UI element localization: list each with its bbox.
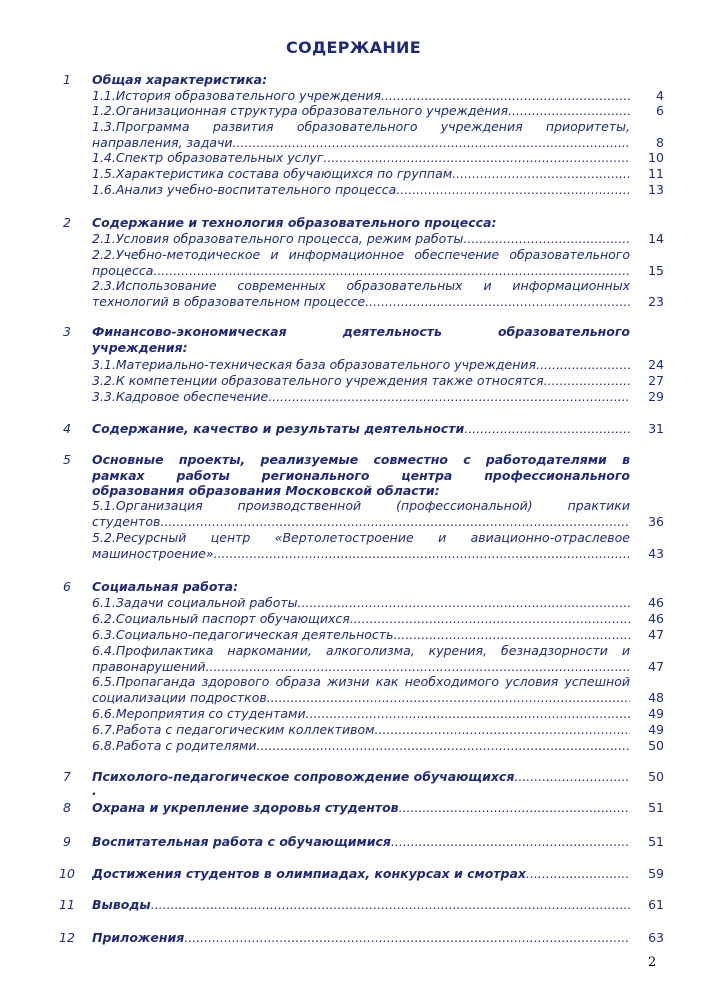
word: Основные xyxy=(92,452,164,467)
word: и xyxy=(438,530,447,545)
toc-line-text: 6.2.Социальный паспорт обучающихся xyxy=(92,611,350,626)
page-ref[interactable]: 50 xyxy=(648,769,664,784)
word: 5.2.Ресурсный xyxy=(92,530,187,545)
toc-line xyxy=(92,546,630,562)
section-number: 6 xyxy=(63,579,71,594)
word: «Вертолетостроение xyxy=(274,530,414,545)
page-ref[interactable]: 47 xyxy=(648,658,664,674)
word: образовательного xyxy=(296,119,418,134)
word: 6.4.Профилактика xyxy=(92,643,214,658)
word: образовательных xyxy=(346,278,463,293)
toc-line-text: Воспитательная работа с обучающимися xyxy=(92,834,391,849)
toc-line-text: 6.3.Социально-педагогическая деятельность xyxy=(92,627,394,642)
word: центра xyxy=(401,467,453,483)
toc-line xyxy=(92,72,630,88)
page-ref[interactable]: 29 xyxy=(648,389,664,404)
toc-line-tail: . xyxy=(92,782,97,798)
dot-leader xyxy=(306,706,630,722)
toc-line xyxy=(92,340,630,356)
toc-line-text: Содержание и технология образовательного процесса: xyxy=(92,215,497,230)
page-ref[interactable]: 43 xyxy=(648,545,664,561)
toc-line xyxy=(92,182,630,198)
word: и xyxy=(483,278,492,293)
word: деятельность xyxy=(342,324,442,339)
toc-line xyxy=(92,866,630,882)
word: (профессиональной) xyxy=(396,498,533,513)
toc-line-text: Достижения студентов в олимпиадах, конкурсах и смотрах xyxy=(92,866,526,881)
dot-leader xyxy=(452,166,630,182)
dot-leader xyxy=(151,897,630,913)
toc-line-text: 1.5.Характеристика состава обучающихся по группам xyxy=(92,166,453,181)
toc-line xyxy=(92,690,630,706)
toc-line-text: 1.2.Оганизационная структура образовательного учреждения xyxy=(92,103,509,118)
word: с xyxy=(463,452,471,467)
toc-line xyxy=(92,294,630,310)
dot-leader xyxy=(391,834,630,850)
word: 1.3.Программа xyxy=(92,119,190,134)
toc-line-text: 1.4.Спектр образовательных услуг xyxy=(92,150,324,165)
word: совместно xyxy=(373,452,448,467)
toc-line-text: Социальная работа: xyxy=(92,579,239,594)
toc-line-text: направления, задачи xyxy=(92,134,233,150)
page-ref[interactable]: 51 xyxy=(648,800,664,815)
word: необходимого xyxy=(404,674,500,689)
dot-leader xyxy=(396,182,630,198)
page-ref[interactable]: 10 xyxy=(648,150,664,165)
word: образовательного xyxy=(497,324,630,339)
toc-line-text: процесса xyxy=(92,262,154,278)
dot-leader xyxy=(544,373,630,389)
dot-leader xyxy=(257,738,630,754)
dot-leader xyxy=(153,263,630,279)
page-ref[interactable]: 36 xyxy=(648,513,664,529)
word: жизни xyxy=(327,674,370,689)
dot-leader xyxy=(267,690,630,706)
section-number: 1 xyxy=(63,72,71,87)
toc-line xyxy=(92,150,630,166)
dot-leader xyxy=(393,627,630,643)
toc-line xyxy=(92,103,630,119)
section-number: 5 xyxy=(63,452,71,467)
word: практики xyxy=(567,498,630,513)
toc-line-text: 3.3.Кадровое обеспечение xyxy=(92,389,269,404)
word: работодателями xyxy=(485,452,607,467)
page-ref[interactable]: 51 xyxy=(648,834,664,849)
dot-leader xyxy=(514,769,630,785)
word: регионального xyxy=(261,467,370,483)
page-ref[interactable]: 50 xyxy=(648,738,664,753)
toc-line-text: Общая характеристика: xyxy=(92,72,268,87)
page-ref[interactable]: 24 xyxy=(648,357,664,372)
toc-line xyxy=(92,930,630,946)
dot-leader xyxy=(365,294,630,310)
toc-line-text: правонарушений xyxy=(92,658,206,674)
page-ref[interactable]: 31 xyxy=(648,421,664,436)
toc-line-text: Выводы xyxy=(92,897,151,912)
toc-line-text: социализации подростков xyxy=(92,689,267,705)
word: и xyxy=(270,247,279,262)
page-ref[interactable]: 15 xyxy=(648,262,664,278)
word: образовательного xyxy=(509,247,630,262)
toc-line-text: Охрана и укрепление здоровья студентов xyxy=(92,800,399,815)
section-number: 4 xyxy=(63,421,71,436)
toc-line xyxy=(92,897,630,913)
toc-line-text: 6.6.Мероприятия со студентами xyxy=(92,706,306,721)
toc-line-justified xyxy=(92,674,630,690)
section-number: 7 xyxy=(63,769,71,784)
page-ref[interactable]: 6 xyxy=(656,103,664,118)
page-ref[interactable]: 46 xyxy=(648,595,664,610)
word: работы xyxy=(176,467,230,483)
word: успешной xyxy=(564,674,630,689)
toc-line xyxy=(92,738,630,754)
toc-line-text: Психолого-педагогическое сопровождение обучающихся xyxy=(92,769,515,784)
dot-leader xyxy=(184,930,630,946)
page-ref[interactable]: 47 xyxy=(648,627,664,642)
toc-line xyxy=(92,706,630,722)
toc-line xyxy=(92,231,630,247)
word: современных xyxy=(237,278,326,293)
toc-line-text: Приложения xyxy=(92,930,185,945)
word: профессионального xyxy=(484,467,630,483)
toc-line-text: студентов xyxy=(92,513,161,529)
dot-leader xyxy=(298,595,631,611)
page-ref[interactable]: 59 xyxy=(648,866,664,881)
toc-line-justified xyxy=(92,119,630,135)
section-number: 3 xyxy=(63,324,71,339)
toc-line-justified xyxy=(92,278,630,294)
dot-leader xyxy=(399,800,630,816)
page-title: СОДЕРЖАНИЕ xyxy=(286,38,421,57)
toc-line-text: 6.7.Работа с педагогическим коллективом xyxy=(92,722,375,737)
word: приоритеты, xyxy=(545,119,630,134)
page-ref[interactable]: 48 xyxy=(648,689,664,705)
toc-line-justified xyxy=(92,452,630,468)
word: авиационно-отраслевое xyxy=(470,530,630,545)
toc-line-justified xyxy=(92,324,630,340)
word: реализуемые xyxy=(260,452,359,467)
toc-line-justified xyxy=(92,468,630,484)
toc-line xyxy=(92,357,630,373)
toc-line xyxy=(92,659,630,675)
toc-line xyxy=(92,595,630,611)
page-ref[interactable]: 46 xyxy=(648,611,664,626)
toc-line xyxy=(92,389,630,405)
toc-line xyxy=(92,579,630,595)
dot-leader xyxy=(536,357,630,373)
toc-line xyxy=(92,769,630,785)
word: Финансово-экономическая xyxy=(92,324,287,339)
toc-line xyxy=(92,611,630,627)
toc-line xyxy=(92,722,630,738)
word: здорового xyxy=(201,674,270,689)
word: рамках xyxy=(92,467,145,483)
toc-line xyxy=(92,373,630,389)
word: проекты, xyxy=(178,452,246,467)
dot-leader xyxy=(323,150,630,166)
word: 5.1.Организация xyxy=(92,498,203,513)
toc-line-text: технологий в образовательном процессе xyxy=(92,293,366,309)
word: 2.2.Учебно-методическое xyxy=(92,247,261,262)
dot-leader xyxy=(160,514,630,530)
word: и xyxy=(621,643,630,658)
toc-line xyxy=(92,483,630,499)
word: образа xyxy=(275,674,321,689)
toc-line xyxy=(92,215,630,231)
dot-leader xyxy=(464,421,630,437)
page-ref[interactable]: 49 xyxy=(648,706,664,721)
word: информационное xyxy=(288,247,405,262)
toc-line-text: 3.1.Материально-техническая база образовательного учреждения xyxy=(92,357,537,372)
word: наркомании, xyxy=(227,643,312,658)
page-ref[interactable]: 14 xyxy=(648,231,664,246)
word: 2.3.Использование xyxy=(92,278,217,293)
word: условия xyxy=(505,674,559,689)
toc-line-text: Содержание, качество и результаты деятельности xyxy=(92,421,465,436)
section-number: 9 xyxy=(63,834,71,849)
toc-line-justified xyxy=(92,498,630,514)
toc-line xyxy=(92,834,630,850)
dot-leader xyxy=(206,659,631,675)
word: центр xyxy=(210,530,251,545)
word: как xyxy=(375,674,399,689)
word: производственной xyxy=(237,498,362,513)
dot-leader xyxy=(375,722,630,738)
dot-leader xyxy=(463,231,630,247)
toc-line-text: учреждения: xyxy=(92,339,188,355)
page-ref[interactable]: 27 xyxy=(648,373,664,388)
toc-line-text: 1.1.История образовательного учреждения xyxy=(92,88,381,103)
toc-line-justified xyxy=(92,247,630,263)
section-number: 12 xyxy=(59,930,75,945)
toc-line xyxy=(92,88,630,104)
toc-line xyxy=(92,421,630,437)
toc-line-text: 3.2.К компетенции образовательного учреждения также относятся xyxy=(92,373,544,388)
page-ref[interactable]: 49 xyxy=(648,722,664,737)
toc-line xyxy=(92,263,630,279)
dot-leader xyxy=(526,866,630,882)
word: развития xyxy=(212,119,274,134)
section-number: 11 xyxy=(59,897,75,912)
page-ref[interactable]: 63 xyxy=(648,930,664,945)
toc-line xyxy=(92,514,630,530)
dot-leader xyxy=(268,389,630,405)
toc-line-text: 2.1.Условия образовательного процесса, режим работы xyxy=(92,231,464,246)
section-number: 8 xyxy=(63,800,71,815)
dot-leader xyxy=(508,103,630,119)
toc-line xyxy=(92,166,630,182)
page-ref[interactable]: 23 xyxy=(648,293,664,309)
page-ref[interactable]: 13 xyxy=(648,182,664,197)
section-number: 2 xyxy=(63,215,71,230)
section-number: 10 xyxy=(59,866,75,881)
word: 6.5.Пропаганда xyxy=(92,674,196,689)
toc-line xyxy=(92,800,630,816)
page-ref[interactable]: 4 xyxy=(656,88,664,103)
toc-line-text: машиностроение» xyxy=(92,545,214,561)
dot-leader xyxy=(214,546,630,562)
dot-leader xyxy=(233,135,630,151)
word: учреждения xyxy=(440,119,523,134)
page-ref[interactable]: 61 xyxy=(648,897,664,912)
toc-line-text: 6.8.Работа с родителями xyxy=(92,738,257,753)
toc-line-text: 1.6.Анализ учебно-воспитательного процесса xyxy=(92,182,397,197)
toc-line-text: 6.1.Задачи социальной работы xyxy=(92,595,298,610)
toc-line-justified xyxy=(92,643,630,659)
toc-line-text: образования образования Московской области: xyxy=(92,483,440,499)
page-number: 2 xyxy=(648,955,657,970)
word: алкоголизма, xyxy=(325,643,415,658)
dot-leader xyxy=(381,88,630,104)
dot-leader xyxy=(350,611,630,627)
word: информационных xyxy=(512,278,630,293)
word: курения, xyxy=(428,643,488,658)
word: обеспечение xyxy=(414,247,500,262)
word: безнадзорности xyxy=(501,643,608,658)
word: в xyxy=(622,452,630,467)
page-ref[interactable]: 8 xyxy=(656,134,664,150)
toc-line xyxy=(92,627,630,643)
toc-line-justified xyxy=(92,530,630,546)
page-ref[interactable]: 11 xyxy=(648,166,664,181)
toc-line xyxy=(92,135,630,151)
